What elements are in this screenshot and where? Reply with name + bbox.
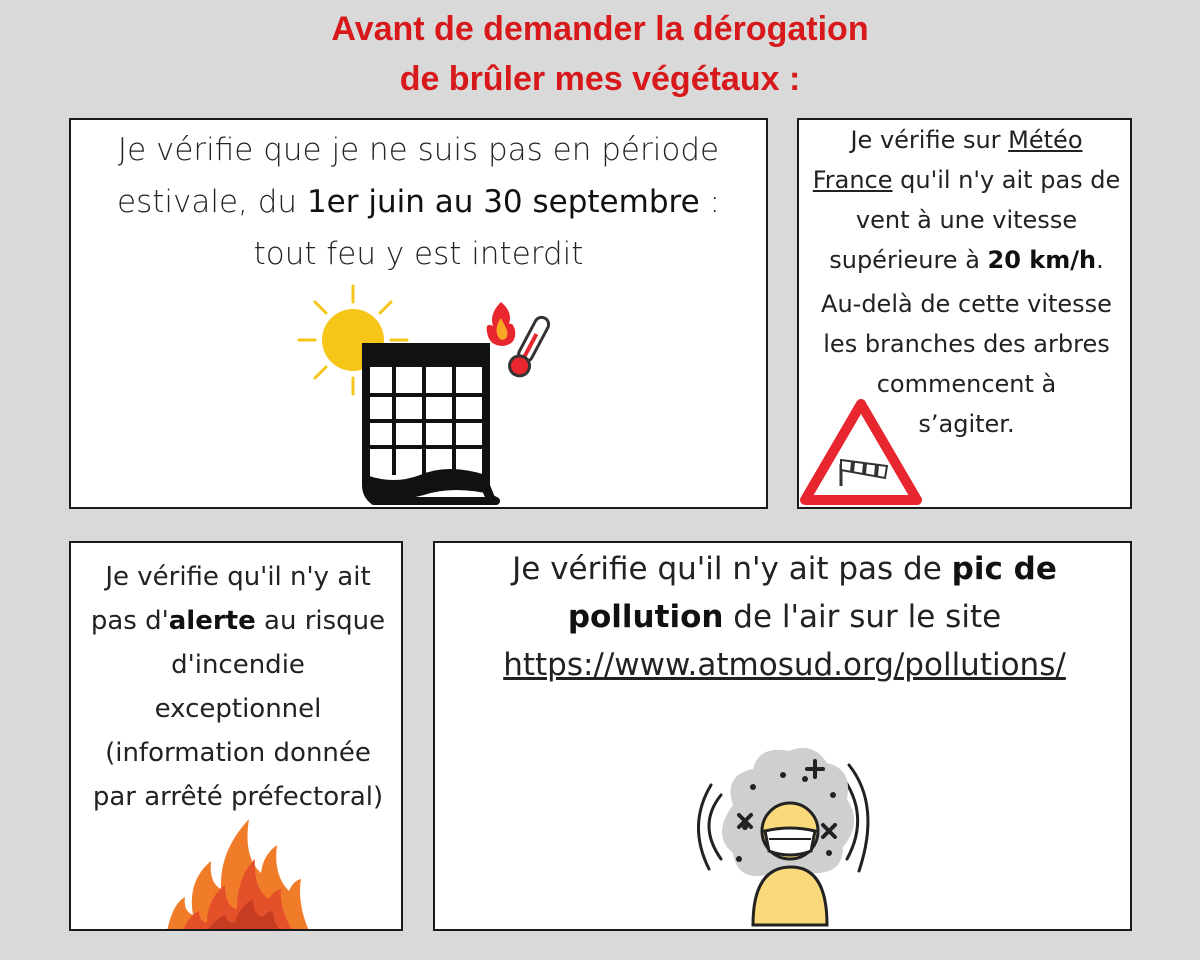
wind-line-5: Au-delà de cette vitesse bbox=[821, 290, 1112, 318]
page-title bbox=[0, 4, 1200, 104]
card-summer-text bbox=[71, 124, 766, 280]
summer-line-1: Je vérifie que je ne suis pas en période bbox=[117, 132, 720, 168]
pollution-line-2: pollution de l'air sur le site bbox=[567, 599, 1002, 635]
alert-line-6: par arrêté préfectoral) bbox=[92, 782, 384, 812]
atmosud-link[interactable]: https://www.atmosud.org/pollutions/ bbox=[503, 647, 1066, 683]
hot-thermometer-icon bbox=[483, 300, 553, 390]
wind-line-4: supérieure à 20 km/h. bbox=[829, 246, 1104, 274]
summer-line-3: tout feu y est interdit bbox=[253, 236, 584, 272]
wind-line-1: Je vérifie sur Météo bbox=[850, 126, 1083, 154]
summer-line-2-suffix: : bbox=[699, 184, 720, 220]
pollution-keyword-2: pollution bbox=[567, 599, 724, 635]
card-summer-period bbox=[69, 118, 768, 509]
wind-line-2: France qu'il n'y ait pas de bbox=[812, 166, 1121, 194]
alert-line-1: Je vérifie qu'il n'y ait bbox=[105, 562, 371, 592]
wind-line-8: s’agiter. bbox=[918, 410, 1015, 438]
pollution-line-3 bbox=[435, 641, 1132, 689]
card-alert-text bbox=[71, 555, 403, 819]
wind-line-7: commencent à bbox=[876, 370, 1057, 398]
summer-line-2 bbox=[71, 176, 766, 228]
card-fire-alert bbox=[69, 541, 403, 931]
card-wind bbox=[797, 118, 1132, 509]
title-line-1: Avant de demander la dérogation bbox=[331, 10, 869, 48]
meteo-france-link-2[interactable]: France bbox=[812, 166, 893, 194]
title-line-2: de brûler mes végétaux : bbox=[399, 60, 801, 98]
pollution-line-1: Je vérifie qu'il n'y ait pas de pic de bbox=[512, 551, 1057, 587]
wind-line-3: vent à une vitesse bbox=[855, 206, 1078, 234]
alert-line-4: exceptionnel bbox=[154, 694, 322, 724]
alert-line-3: d'incendie bbox=[171, 650, 305, 680]
alert-line-5: (information donnée bbox=[105, 738, 371, 768]
alert-line-2: pas d'alerte au risque bbox=[90, 606, 386, 636]
windsock-warning-icon bbox=[799, 396, 923, 506]
pollution-keyword-1: pic de bbox=[951, 551, 1057, 587]
masked-person-smog-icon bbox=[693, 735, 873, 925]
card-pollution-text bbox=[435, 545, 1132, 689]
summer-line-2-prefix: estivale, du bbox=[117, 184, 307, 220]
meteo-france-link[interactable]: Météo bbox=[1008, 126, 1083, 154]
wind-line-6: les branches des arbres bbox=[823, 330, 1110, 358]
alert-keyword: alerte bbox=[168, 606, 256, 636]
wind-speed-limit: 20 km/h bbox=[987, 246, 1097, 274]
summer-dates: 1er juin au 30 septembre bbox=[306, 184, 700, 220]
fire-icon bbox=[163, 811, 313, 931]
calendar-icon bbox=[354, 335, 504, 505]
card-pollution bbox=[433, 541, 1132, 931]
